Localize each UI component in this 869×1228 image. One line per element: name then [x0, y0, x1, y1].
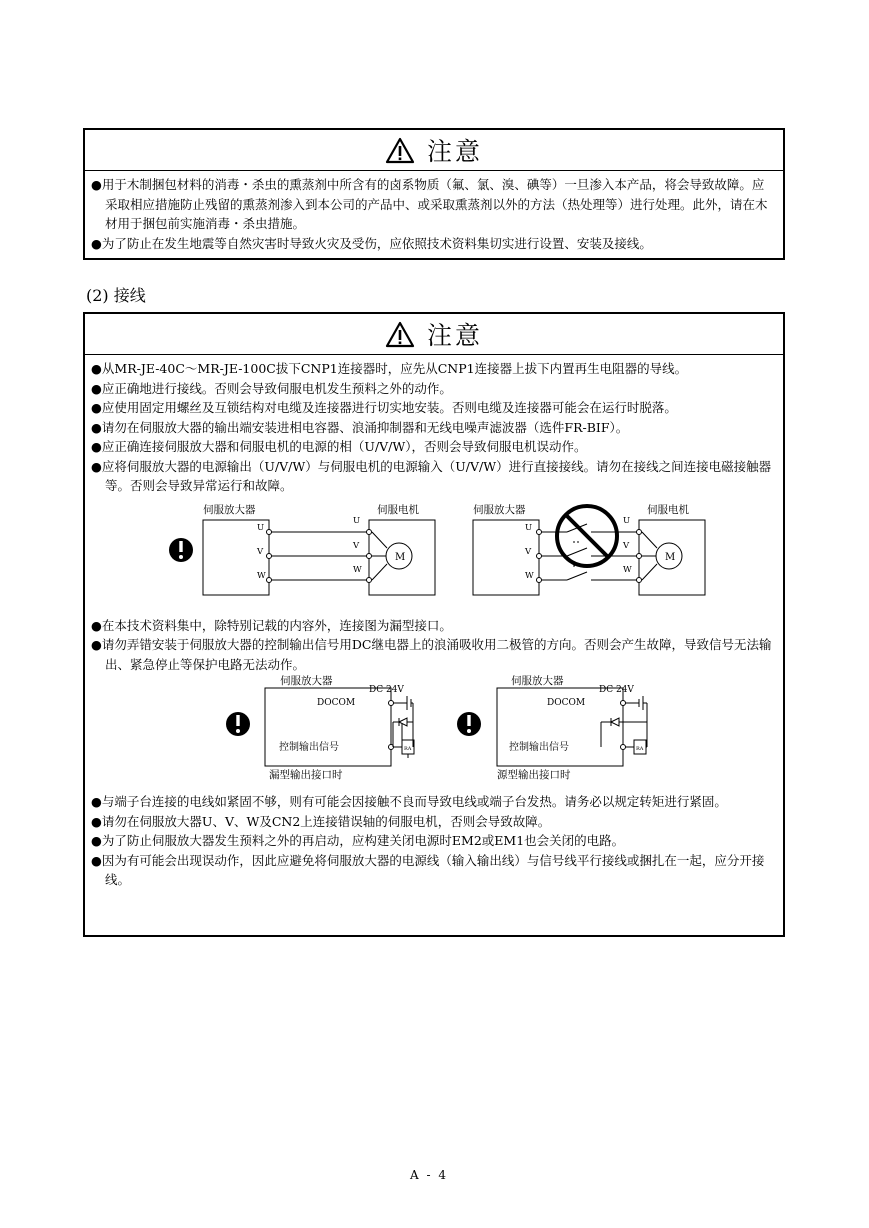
terminal-v-motor: V [353, 540, 360, 551]
caution-box-1 [83, 128, 785, 260]
terminal-u-motor: U [353, 515, 361, 526]
dc-label: DC 24V [369, 685, 404, 695]
output-signal-label: 控制输出信号 [509, 742, 569, 753]
mandatory-icon [169, 538, 193, 562]
list-item: ●请勿在伺服放大器U、V、W及CN2上连接错误轴的伺服电机，否则会导致故障。 [91, 813, 551, 829]
list-item: ●应正确地进行接线。否则会导致伺服电机发生预料之外的动作。 [91, 380, 452, 396]
terminal-w-amp: W [257, 570, 266, 581]
motor-label: 伺服电机 [377, 503, 419, 516]
source-caption: 源型输出接口时 [497, 769, 571, 781]
caution-header [85, 130, 783, 171]
caution-body [85, 355, 783, 896]
terminal-w-motor: W [353, 564, 362, 575]
relay-label: RA [636, 746, 644, 752]
list-item: ●请勿弄错安装于伺服放大器的控制输出信号用DC继电器上的浪涌吸收用二极管的方向。否则会产生故障，导致信号无法输出、紧急停止等保护电路无法动作。 [91, 637, 772, 672]
amp-label: 伺服放大器 [511, 675, 564, 687]
caution-title: 注意 [426, 137, 483, 166]
caution-header [85, 314, 783, 355]
mandatory-icon [226, 712, 250, 736]
docom-label: DOCOM [547, 698, 586, 708]
output-interface-diagram [91, 672, 771, 782]
list-item: ●应使用固定用螺丝及互锁结构对电缆及连接器进行切实地安装。否则电缆及连接器可能会在运行时脱落。 [91, 400, 677, 415]
motor-symbol: M [665, 551, 676, 563]
page-number: A - 4 [410, 1168, 448, 1182]
terminal-u-motor: U [623, 515, 631, 526]
caution-title: 注意 [426, 321, 483, 350]
output-signal-label: 控制输出信号 [279, 742, 339, 753]
prohibited-icon [557, 506, 617, 566]
warning-triangle-icon [385, 137, 415, 164]
sink-caption: 漏型输出接口时 [269, 769, 343, 781]
dc-label: DC 24V [599, 685, 634, 695]
list-item: ●因为有可能会出现误动作，因此应避免将伺服放大器的电源线（输入输出线）与信号线平行接线或捆扎在一起，应分开接线。 [91, 852, 765, 887]
motor-label: 伺服电机 [647, 503, 689, 516]
wiring-diagram [91, 504, 771, 612]
list-item: ●用于木制捆包材料的消毒・杀虫的熏蒸剂中所含有的卤系物质（氟、氯、溴、碘等）一旦渗入本产品，将会导致故障。应采取相应措施防止残留的熏蒸剂渗入到本公司的产品中、或采取熏蒸剂以外的方法（热处理等）进行处理。此外，请在木材用于捆包前实施消毒・杀虫措施。 [91, 177, 768, 231]
list-item: ●请勿在伺服放大器的输出端安装进相电容器、浪涌抑制器和无线电噪声滤波器（选件FR-BIF）。 [91, 419, 629, 435]
docom-label: DOCOM [317, 698, 356, 708]
list-item: ●应正确连接伺服放大器和伺服电机的电源的相（U/V/W），否则会导致伺服电机误动作。 [91, 439, 587, 454]
list-item: ●从MR-JE-40C～MR-JE-100C拔下CNP1连接器时，应先从CNP1连接器上拔下内置再生电阻器的导线。 [91, 361, 688, 376]
list-item: ●为了防止在发生地震等自然灾害时导致火灾及受伤，应依照技术资料集切实进行设置、安装及接线。 [91, 235, 652, 251]
terminal-w-amp: W [525, 570, 534, 581]
relay-label: RA [404, 746, 412, 752]
amp-label: 伺服放大器 [280, 675, 333, 687]
terminal-v-amp: V [257, 546, 264, 557]
terminal-v-motor: V [623, 540, 630, 551]
amp-label: 伺服放大器 [473, 503, 526, 516]
motor-symbol: M [395, 551, 406, 563]
warning-triangle-icon [385, 321, 415, 348]
list-item: ●为了防止伺服放大器发生预料之外的再启动，应构建关闭电源时EM2或EM1也会关闭的电路。 [91, 833, 625, 848]
caution-box-2 [83, 312, 785, 937]
terminal-w-motor: W [623, 564, 632, 575]
terminal-u-amp: U [257, 522, 265, 533]
list-item: ●应将伺服放大器的电源输出（U/V/W）与伺服电机的电源输入（U/V/W）进行直接接线。请勿在接线之间连接电磁接触器等。否则会导致异常运行和故障。 [91, 458, 772, 493]
caution-body [85, 171, 783, 259]
amp-label: 伺服放大器 [203, 503, 256, 516]
section-title: (2) 接线 [86, 286, 146, 305]
mandatory-icon [457, 712, 481, 736]
terminal-u-amp: U [525, 522, 533, 533]
list-item: ●与端子台连接的电线如紧固不够，则有可能会因接触不良而导致电线或端子台发热。请务必以规定转矩进行紧固。 [91, 794, 727, 809]
list-item: ●在本技术资料集中，除特别记载的内容外，连接图为漏型接口。 [91, 617, 452, 633]
terminal-v-amp: V [525, 546, 532, 557]
